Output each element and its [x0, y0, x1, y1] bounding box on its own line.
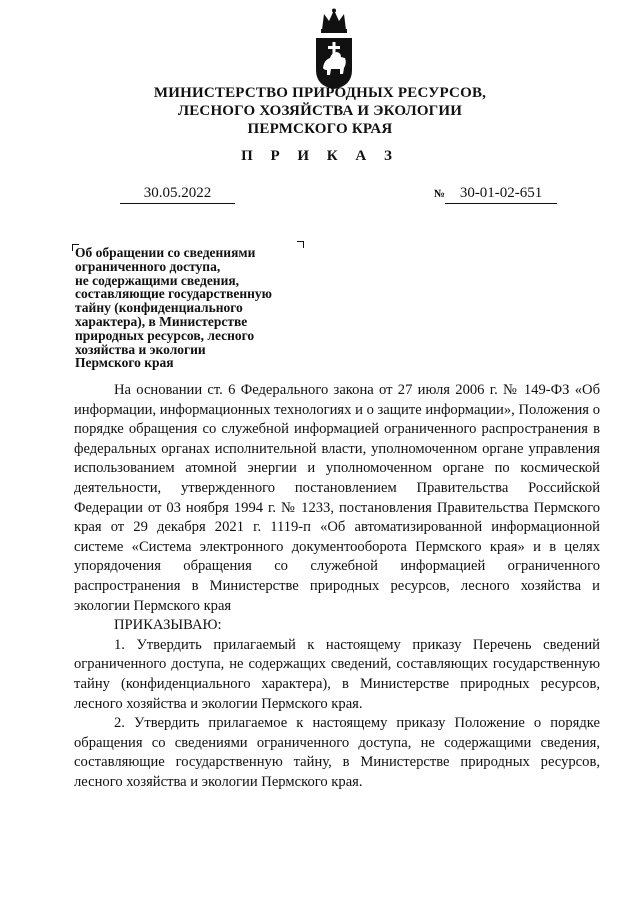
- order-body: [74, 381, 600, 792]
- order-date: 30.05.2022: [120, 185, 235, 204]
- order-subject: [75, 246, 315, 370]
- perm-krai-coat-of-arms-icon: [310, 8, 358, 90]
- preamble-paragraph: На основании ст. 6 Федерального закона от 27 июля 2006 г. № 149-ФЗ «Об информации, информационных технологиях и о защите информации», Положения о порядке обращения со служебной информацией ограниченного распространения в федеральных органах исполнительной власти, уполномоченном органе управления использованием атомной энергии и уполномоченном органе по космической деятельности, утвержденного постановлением Правительства Российской Федерации от 03 ноября 1994 г. № 1233, постановления Правительства Пермского края от 29 декабря 2021 г. 1119-п «Об автоматизированной информационной системе «Система электронного документооборота Пермского края» и в целях упорядочения обращения со служебной информацией ограниченного распространения в Министерстве природных ресурсов, лесного хозяйства и экологии Пермского края: [74, 382, 600, 614]
- ministry-line-1: МИНИСТЕРСТВО ПРИРОДНЫХ РЕСУРСОВ,: [153, 85, 487, 101]
- subject-line: тайну (конфиденциального: [75, 300, 243, 316]
- subject-line: природных ресурсов, лесного: [75, 327, 255, 343]
- order-item-2: 2. Утвердить прилагаемое к настоящему приказу Положение о порядке обращения со сведениями ограниченного доступа, не содержащими сведения, составляющие государственную тайну, в Министерстве природных ресурсов, лесного хозяйства и экологии Пермского края.: [74, 715, 600, 790]
- subject-line: ограниченного доступа,: [75, 258, 221, 274]
- ministry-line-3: ПЕРМСКОГО КРАЯ: [247, 121, 393, 137]
- subject-line: составляющие государственную: [75, 286, 273, 302]
- ministry-line-2: ЛЕСНОГО ХОЗЯЙСТВА И ЭКОЛОГИИ: [177, 103, 463, 119]
- subject-line: хозяйства и экологии: [75, 341, 206, 357]
- subject-line: характера), в Министерстве: [75, 313, 248, 329]
- subject-line: Пермского края: [75, 355, 174, 371]
- ministry-name: [0, 84, 640, 138]
- document-type-title: П Р И К А З: [241, 148, 399, 164]
- order-word: ПРИКАЗЫВАЮ:: [114, 617, 222, 634]
- order-number-field: [434, 185, 557, 204]
- subject-line: Об обращении со сведениями: [75, 245, 256, 260]
- order-number: 30-01-02-651: [445, 185, 557, 204]
- subject-line: не содержащими сведения,: [75, 272, 240, 288]
- order-item-1: 1. Утвердить прилагаемый к настоящему приказу Перечень сведений ограниченного доступа, не содержащих сведений, составляющих государственную тайну (конфиденциального характера), в Министерстве природных ресурсов, лесного хозяйства и экологии Пермского края.: [74, 636, 600, 712]
- number-sign: №: [434, 188, 446, 200]
